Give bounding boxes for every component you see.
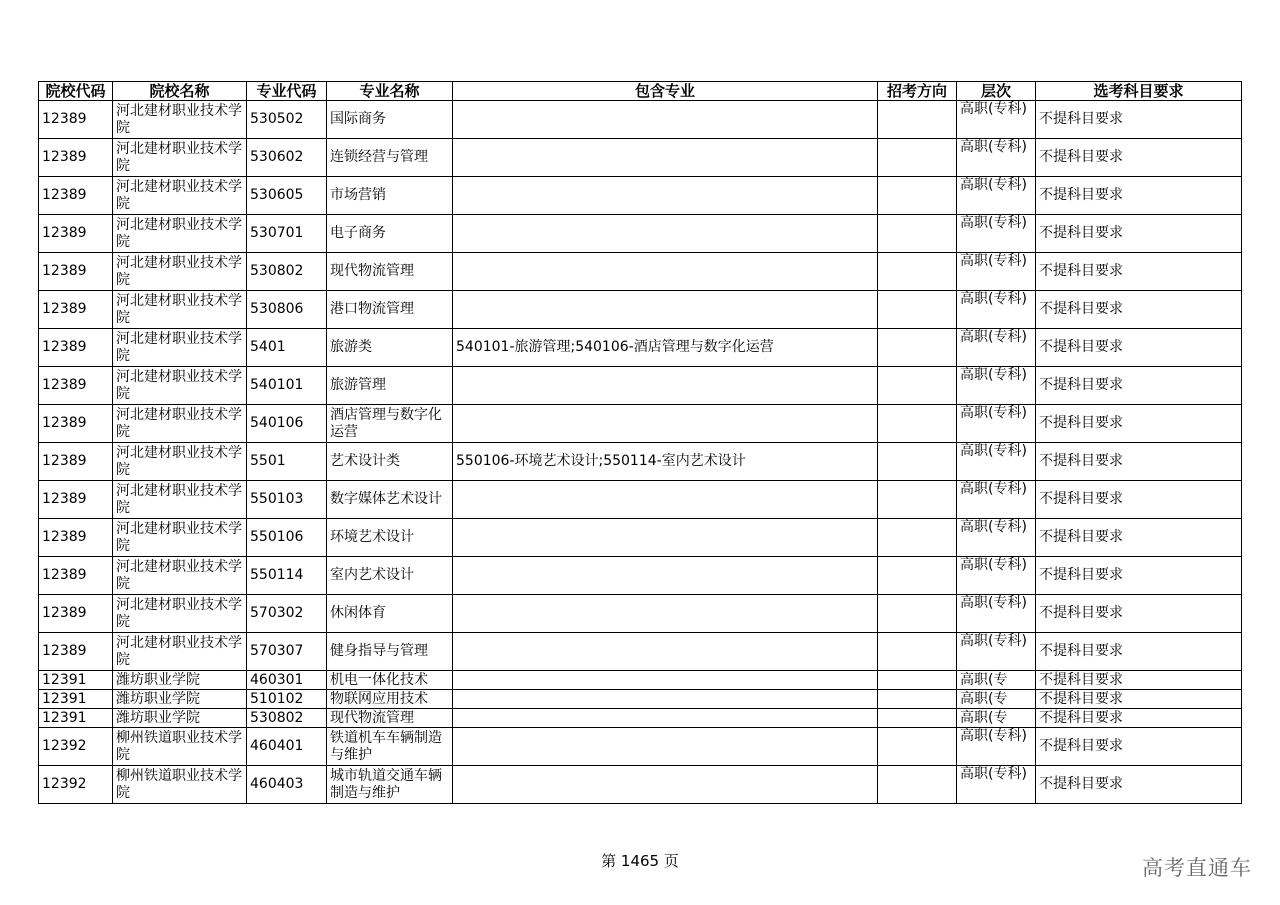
table-row	[39, 443, 1242, 481]
cell-included-majors	[453, 215, 878, 253]
cell-school-code: 12392	[39, 728, 113, 766]
table-row	[39, 709, 1242, 728]
cell-direction	[878, 766, 957, 804]
header-row	[39, 82, 1242, 101]
cell-school-code: 12389	[39, 177, 113, 215]
cell-direction	[878, 671, 957, 690]
cell-school-code: 12389	[39, 329, 113, 367]
header-school-code: 院校代码	[39, 82, 113, 101]
cell-level: 高职(专科)	[957, 405, 1036, 443]
cell-level: 高职(专科)	[957, 291, 1036, 329]
cell-direction	[878, 728, 957, 766]
cell-level: 高职(专	[957, 671, 1036, 690]
cell-major-name: 酒店管理与数字化运营	[327, 405, 453, 443]
cell-included-majors	[453, 405, 878, 443]
cell-major-code: 530701	[247, 215, 327, 253]
cell-subject-requirement: 不提科目要求	[1036, 671, 1242, 690]
cell-subject-requirement: 不提科目要求	[1036, 519, 1242, 557]
cell-major-name: 旅游管理	[327, 367, 453, 405]
cell-major-name: 艺术设计类	[327, 443, 453, 481]
cell-included-majors	[453, 766, 878, 804]
cell-level: 高职(专科)	[957, 728, 1036, 766]
cell-major-name: 市场营销	[327, 177, 453, 215]
cell-level: 高职(专科)	[957, 139, 1036, 177]
table-row	[39, 139, 1242, 177]
cell-included-majors	[453, 728, 878, 766]
cell-included-majors	[453, 557, 878, 595]
cell-level: 高职(专	[957, 690, 1036, 709]
cell-major-code: 550106	[247, 519, 327, 557]
page-number: 第 1465 页	[601, 852, 679, 870]
cell-direction	[878, 443, 957, 481]
table-row	[39, 367, 1242, 405]
cell-school-code: 12389	[39, 519, 113, 557]
cell-direction	[878, 101, 957, 139]
table-row	[39, 633, 1242, 671]
cell-major-code: 540106	[247, 405, 327, 443]
cell-major-name: 港口物流管理	[327, 291, 453, 329]
header-major-name: 专业名称	[327, 82, 453, 101]
cell-major-code: 530806	[247, 291, 327, 329]
cell-level: 高职(专科)	[957, 253, 1036, 291]
table-row	[39, 177, 1242, 215]
cell-school-name: 柳州铁道职业技术学院	[113, 766, 247, 804]
cell-subject-requirement: 不提科目要求	[1036, 291, 1242, 329]
cell-subject-requirement: 不提科目要求	[1036, 481, 1242, 519]
cell-major-code: 530605	[247, 177, 327, 215]
watermark-logo: 高考直通车	[1142, 856, 1252, 880]
cell-major-code: 5501	[247, 443, 327, 481]
cell-direction	[878, 519, 957, 557]
cell-major-code: 530502	[247, 101, 327, 139]
cell-level: 高职(专科)	[957, 766, 1036, 804]
cell-included-majors	[453, 709, 878, 728]
table-row	[39, 329, 1242, 367]
table-row	[39, 766, 1242, 804]
header-included-majors: 包含专业	[453, 82, 878, 101]
cell-level: 高职(专科)	[957, 519, 1036, 557]
cell-school-name: 河北建材职业技术学院	[113, 443, 247, 481]
cell-school-name: 潍坊职业学院	[113, 690, 247, 709]
cell-direction	[878, 139, 957, 177]
cell-major-code: 460403	[247, 766, 327, 804]
cell-subject-requirement: 不提科目要求	[1036, 405, 1242, 443]
table-row	[39, 101, 1242, 139]
cell-level: 高职(专科)	[957, 633, 1036, 671]
cell-school-name: 河北建材职业技术学院	[113, 139, 247, 177]
header-subject-requirement: 选考科目要求	[1036, 82, 1242, 101]
cell-school-code: 12389	[39, 215, 113, 253]
cell-school-code: 12391	[39, 709, 113, 728]
cell-school-name: 河北建材职业技术学院	[113, 557, 247, 595]
header-direction: 招考方向	[878, 82, 957, 101]
cell-major-name: 国际商务	[327, 101, 453, 139]
cell-direction	[878, 595, 957, 633]
cell-school-name: 河北建材职业技术学院	[113, 215, 247, 253]
cell-level: 高职(专科)	[957, 367, 1036, 405]
cell-major-name: 铁道机车车辆制造与维护	[327, 728, 453, 766]
cell-direction	[878, 177, 957, 215]
cell-direction	[878, 253, 957, 291]
cell-major-name: 物联网应用技术	[327, 690, 453, 709]
cell-school-code: 12391	[39, 690, 113, 709]
cell-school-code: 12389	[39, 443, 113, 481]
cell-school-name: 河北建材职业技术学院	[113, 519, 247, 557]
cell-major-code: 530802	[247, 709, 327, 728]
cell-subject-requirement: 不提科目要求	[1036, 329, 1242, 367]
cell-major-name: 机电一体化技术	[327, 671, 453, 690]
table-row	[39, 481, 1242, 519]
cell-subject-requirement: 不提科目要求	[1036, 101, 1242, 139]
cell-major-code: 550103	[247, 481, 327, 519]
cell-level: 高职(专	[957, 709, 1036, 728]
cell-included-majors	[453, 690, 878, 709]
cell-subject-requirement: 不提科目要求	[1036, 367, 1242, 405]
cell-level: 高职(专科)	[957, 595, 1036, 633]
admission-table	[38, 81, 1242, 804]
cell-major-code: 530802	[247, 253, 327, 291]
table-row	[39, 405, 1242, 443]
cell-subject-requirement: 不提科目要求	[1036, 557, 1242, 595]
cell-school-code: 12389	[39, 595, 113, 633]
cell-included-majors	[453, 177, 878, 215]
cell-included-majors	[453, 481, 878, 519]
cell-level: 高职(专科)	[957, 101, 1036, 139]
cell-school-code: 12389	[39, 139, 113, 177]
cell-included-majors	[453, 101, 878, 139]
cell-direction	[878, 367, 957, 405]
table-row	[39, 557, 1242, 595]
cell-direction	[878, 329, 957, 367]
cell-school-name: 柳州铁道职业技术学院	[113, 728, 247, 766]
cell-included-majors: 550106-环境艺术设计;550114-室内艺术设计	[453, 443, 878, 481]
cell-school-name: 河北建材职业技术学院	[113, 253, 247, 291]
cell-major-name: 数字媒体艺术设计	[327, 481, 453, 519]
cell-major-name: 城市轨道交通车辆制造与维护	[327, 766, 453, 804]
table-row	[39, 291, 1242, 329]
cell-included-majors	[453, 139, 878, 177]
cell-major-code: 570302	[247, 595, 327, 633]
cell-included-majors	[453, 633, 878, 671]
cell-level: 高职(专科)	[957, 177, 1036, 215]
cell-level: 高职(专科)	[957, 481, 1036, 519]
cell-major-name: 室内艺术设计	[327, 557, 453, 595]
cell-level: 高职(专科)	[957, 557, 1036, 595]
cell-major-name: 环境艺术设计	[327, 519, 453, 557]
cell-school-name: 河北建材职业技术学院	[113, 633, 247, 671]
cell-major-code: 5401	[247, 329, 327, 367]
cell-school-code: 12389	[39, 557, 113, 595]
cell-direction	[878, 557, 957, 595]
cell-major-code: 540101	[247, 367, 327, 405]
cell-subject-requirement: 不提科目要求	[1036, 633, 1242, 671]
cell-subject-requirement: 不提科目要求	[1036, 177, 1242, 215]
cell-included-majors	[453, 595, 878, 633]
cell-subject-requirement: 不提科目要求	[1036, 443, 1242, 481]
cell-major-name: 电子商务	[327, 215, 453, 253]
cell-school-code: 12389	[39, 253, 113, 291]
cell-major-name: 连锁经营与管理	[327, 139, 453, 177]
cell-school-name: 河北建材职业技术学院	[113, 291, 247, 329]
cell-direction	[878, 215, 957, 253]
cell-subject-requirement: 不提科目要求	[1036, 728, 1242, 766]
cell-school-code: 12389	[39, 405, 113, 443]
cell-major-name: 现代物流管理	[327, 709, 453, 728]
cell-school-name: 河北建材职业技术学院	[113, 329, 247, 367]
table-row	[39, 215, 1242, 253]
cell-included-majors: 540101-旅游管理;540106-酒店管理与数字化运营	[453, 329, 878, 367]
table-row	[39, 253, 1242, 291]
cell-school-code: 12389	[39, 633, 113, 671]
cell-school-name: 河北建材职业技术学院	[113, 367, 247, 405]
table-row	[39, 671, 1242, 690]
cell-included-majors	[453, 291, 878, 329]
cell-major-code: 460301	[247, 671, 327, 690]
cell-school-name: 河北建材职业技术学院	[113, 481, 247, 519]
cell-included-majors	[453, 253, 878, 291]
header-major-code: 专业代码	[247, 82, 327, 101]
cell-direction	[878, 709, 957, 728]
cell-major-code: 510102	[247, 690, 327, 709]
cell-major-code: 460401	[247, 728, 327, 766]
cell-school-code: 12389	[39, 481, 113, 519]
table-row	[39, 728, 1242, 766]
cell-school-code: 12389	[39, 291, 113, 329]
cell-direction	[878, 405, 957, 443]
cell-subject-requirement: 不提科目要求	[1036, 766, 1242, 804]
cell-subject-requirement: 不提科目要求	[1036, 215, 1242, 253]
cell-direction	[878, 481, 957, 519]
header-level: 层次	[957, 82, 1036, 101]
cell-school-name: 河北建材职业技术学院	[113, 405, 247, 443]
table-row	[39, 595, 1242, 633]
cell-school-name: 河北建材职业技术学院	[113, 177, 247, 215]
cell-level: 高职(专科)	[957, 329, 1036, 367]
cell-major-name: 旅游类	[327, 329, 453, 367]
cell-school-code: 12389	[39, 101, 113, 139]
cell-direction	[878, 291, 957, 329]
cell-subject-requirement: 不提科目要求	[1036, 709, 1242, 728]
cell-level: 高职(专科)	[957, 443, 1036, 481]
cell-major-code: 550114	[247, 557, 327, 595]
cell-major-name: 健身指导与管理	[327, 633, 453, 671]
cell-level: 高职(专科)	[957, 215, 1036, 253]
cell-direction	[878, 633, 957, 671]
cell-subject-requirement: 不提科目要求	[1036, 690, 1242, 709]
cell-major-code: 530602	[247, 139, 327, 177]
cell-school-name: 潍坊职业学院	[113, 671, 247, 690]
cell-major-code: 570307	[247, 633, 327, 671]
cell-major-name: 现代物流管理	[327, 253, 453, 291]
cell-school-code: 12392	[39, 766, 113, 804]
cell-school-name: 河北建材职业技术学院	[113, 101, 247, 139]
cell-school-code: 12389	[39, 367, 113, 405]
cell-subject-requirement: 不提科目要求	[1036, 595, 1242, 633]
cell-subject-requirement: 不提科目要求	[1036, 139, 1242, 177]
cell-major-name: 休闲体育	[327, 595, 453, 633]
table-row	[39, 519, 1242, 557]
cell-direction	[878, 690, 957, 709]
cell-school-name: 河北建材职业技术学院	[113, 595, 247, 633]
cell-subject-requirement: 不提科目要求	[1036, 253, 1242, 291]
table-row	[39, 690, 1242, 709]
cell-included-majors	[453, 671, 878, 690]
cell-included-majors	[453, 367, 878, 405]
header-school-name: 院校名称	[113, 82, 247, 101]
cell-school-name: 潍坊职业学院	[113, 709, 247, 728]
cell-school-code: 12391	[39, 671, 113, 690]
cell-included-majors	[453, 519, 878, 557]
